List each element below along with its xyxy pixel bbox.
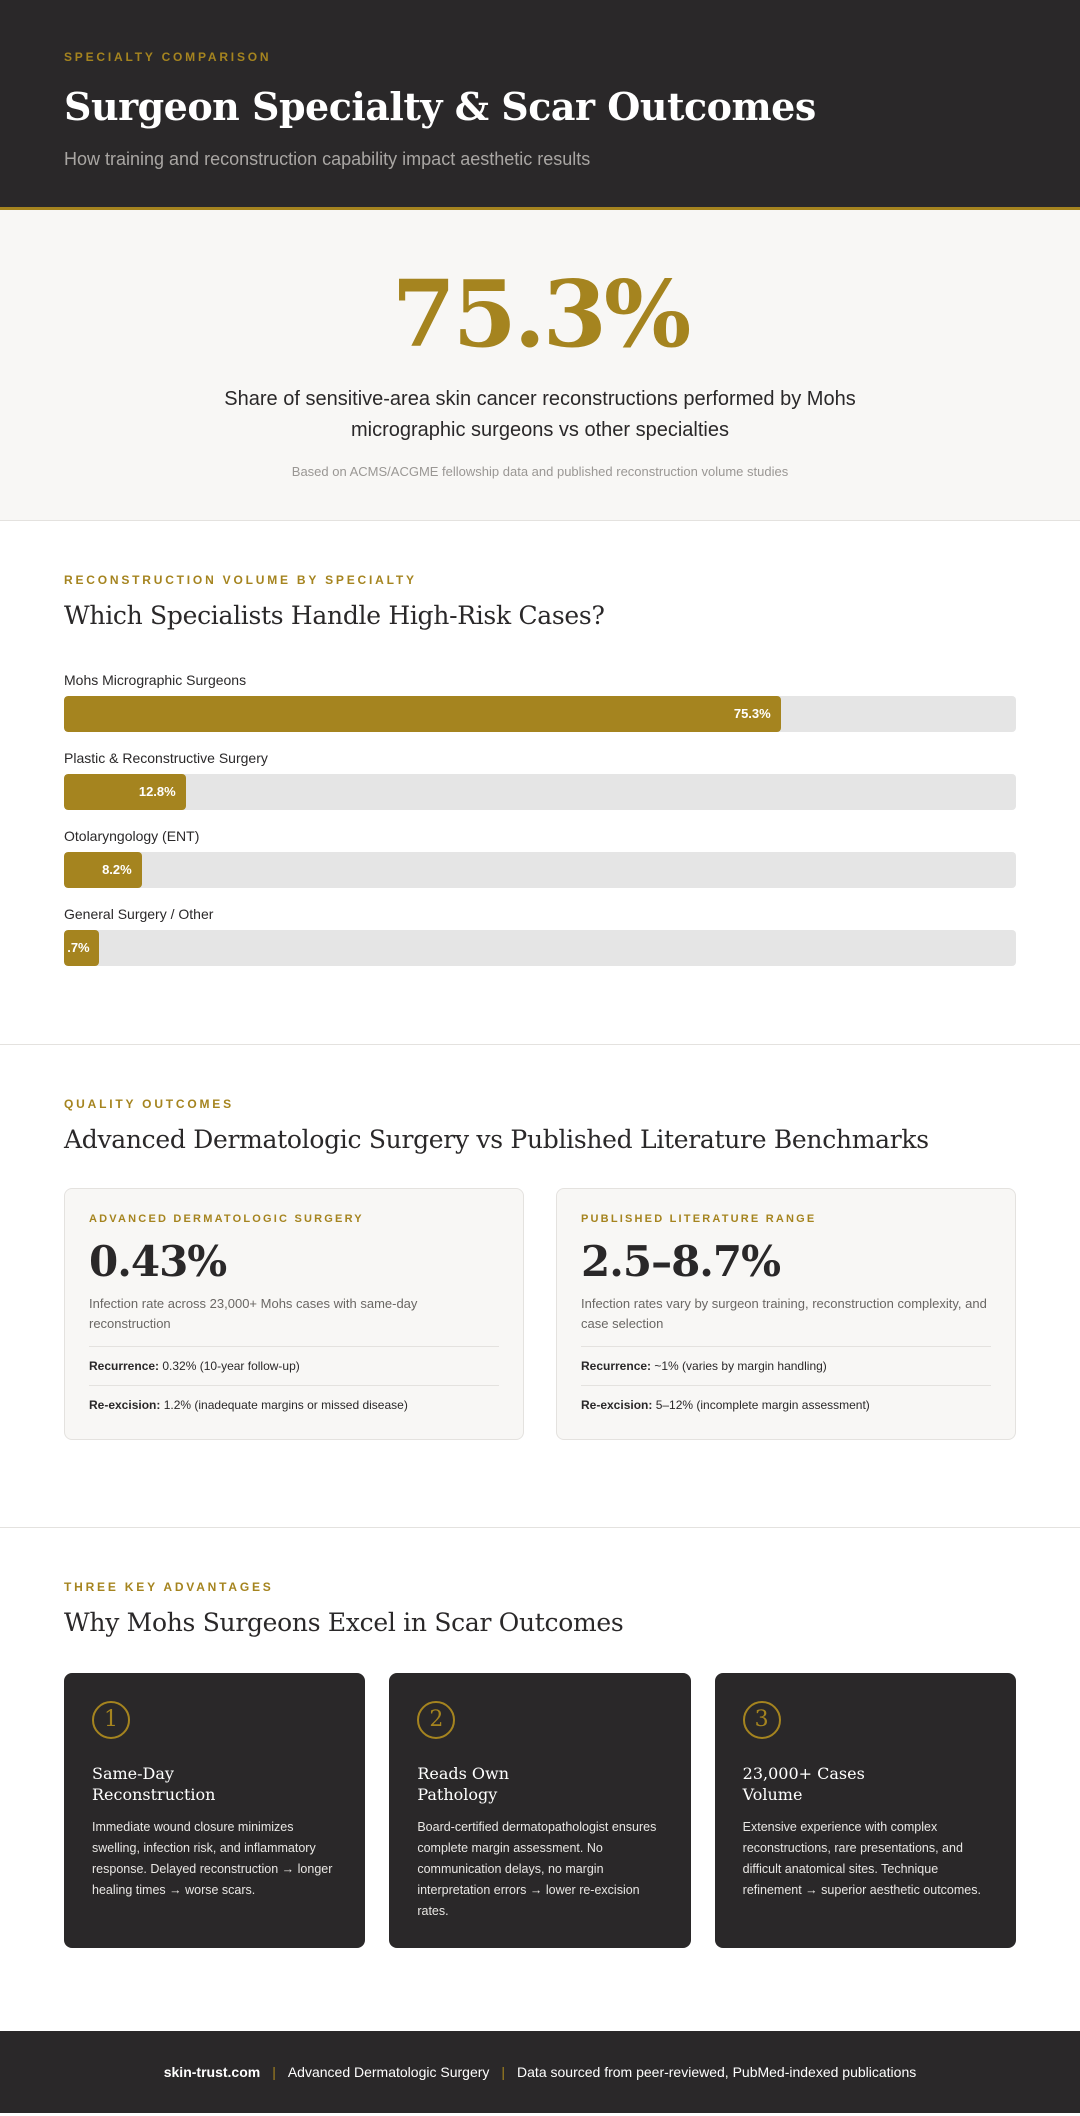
bar-row <box>64 904 1016 966</box>
quality-card-practice <box>64 1188 524 1440</box>
quality-card-eyebrow: ADVANCED DERMATOLOGIC SURGERY <box>89 1213 364 1225</box>
advantage-card <box>64 1673 365 1948</box>
advantage-card <box>389 1673 690 1948</box>
advantage-title: 23,000+ Cases Volume <box>742 1764 865 1804</box>
advantages-title: Why Mohs Surgeons Excel in Scar Outcomes <box>64 1608 624 1637</box>
quality-line-text: ~1% (varies by margin handling) <box>651 1359 827 1373</box>
bar-row <box>64 748 1016 810</box>
footer-practice: Advanced Dermatologic Surgery <box>287 2064 490 2080</box>
quality-card-value: 2.5–8.7% <box>581 1237 781 1286</box>
bar-track <box>64 930 1016 966</box>
hero-stat-description: Share of sensitive-area skin cancer reconstructions performed by Mohs micrographic surgeons vs other specialties <box>224 388 856 441</box>
bar-category-label: General Surgery / Other <box>64 906 214 922</box>
bar-category-label: Mohs Micrographic Surgeons <box>64 672 247 688</box>
quality-card-line <box>89 1385 499 1424</box>
volume-eyebrow: RECONSTRUCTION VOLUME BY SPECIALTY <box>64 573 417 587</box>
quality-card-value: 0.43% <box>89 1237 227 1286</box>
advantage-text: Board-certified dermatopathologist ensures complete margin assessment. No communication delays, no margin interpretation errors → lower re-excision rates. <box>417 1820 657 1918</box>
advantages-section <box>0 1528 1080 2031</box>
quality-card-eyebrow: PUBLISHED LITERATURE RANGE <box>581 1213 817 1225</box>
bar-category-label: Plastic & Reconstructive Surgery <box>64 750 268 766</box>
bar-category-label: Otolaryngology (ENT) <box>64 828 200 844</box>
bar-value-label: 75.3% <box>733 706 771 721</box>
quality-title: Advanced Dermatologic Surgery vs Published Literature Benchmarks <box>64 1125 929 1154</box>
quality-line-label: Re-excision: <box>89 1398 161 1412</box>
number-circle-icon: 2 <box>417 1701 455 1739</box>
hero-stat-section <box>0 210 1080 521</box>
volume-title: Which Specialists Handle High-Risk Cases? <box>64 601 605 630</box>
advantage-title: Reads Own Pathology <box>417 1764 510 1804</box>
bar-row <box>64 670 1016 732</box>
header-eyebrow: SPECIALTY COMPARISON <box>64 50 272 64</box>
footer-separator: | <box>501 2064 506 2080</box>
bar-value-label: .7% <box>67 940 90 955</box>
bar-value-label: 12.8% <box>138 784 176 799</box>
bar-track <box>64 774 1016 810</box>
bar-track <box>64 852 1016 888</box>
quality-line-text: 5–12% (incomplete margin assessment) <box>652 1398 870 1412</box>
hero-stat-note: Based on ACMS/ACGME fellowship data and published reconstruction volume studies <box>291 464 789 479</box>
page-footer <box>0 2031 1080 2113</box>
quality-line-text: 1.2% (inadequate margins or missed disease) <box>160 1398 408 1412</box>
volume-bar-chart <box>64 670 1016 966</box>
advantages-eyebrow: THREE KEY ADVANTAGES <box>64 1580 274 1594</box>
page-subtitle: How training and reconstruction capability impact aesthetic results <box>64 149 591 169</box>
advantage-text: Immediate wound closure minimizes swelling, infection risk, and inflammatory response. Delayed reconstruction → longer healing times → worse scars. <box>92 1820 333 1897</box>
quality-card-line <box>89 1347 499 1385</box>
hero-stat-value: 75.3% <box>391 260 689 368</box>
quality-line-label: Recurrence: <box>89 1359 160 1373</box>
bar-fill <box>64 696 781 732</box>
quality-line-text: 0.32% (10-year follow-up) <box>159 1359 300 1373</box>
number-circle-icon: 1 <box>92 1701 130 1739</box>
quality-line-label: Re-excision: <box>581 1398 653 1412</box>
quality-card-line <box>581 1385 991 1424</box>
footer-separator: | <box>272 2064 276 2080</box>
quality-line-label: Recurrence: <box>581 1359 652 1373</box>
quality-section <box>0 1045 1080 1528</box>
quality-card-line <box>581 1347 991 1385</box>
advantage-text: Extensive experience with complex reconstructions, rare presentations, and difficult anatomical sites. Technique refinement → superior aesthetic outcomes. <box>742 1820 981 1897</box>
footer-brand-link[interactable]: skin-trust.com <box>163 2064 261 2080</box>
quality-eyebrow: QUALITY OUTCOMES <box>64 1097 234 1111</box>
number-circle-icon: 3 <box>743 1701 781 1739</box>
bar-track <box>64 696 1016 732</box>
advantage-card <box>715 1673 1016 1948</box>
page-title: Surgeon Specialty & Scar Outcomes <box>64 84 816 129</box>
volume-section <box>0 521 1080 1045</box>
quality-card-description: Infection rates vary by surgeon training, reconstruction complexity, and case selection <box>581 1294 991 1347</box>
quality-card-literature <box>556 1188 1016 1440</box>
advantage-title: Same-Day Reconstruction <box>92 1764 216 1804</box>
bar-value-label: 8.2% <box>102 862 132 877</box>
quality-card-description: Infection rate across 23,000+ Mohs cases with same-day reconstruction <box>89 1294 499 1347</box>
page-header <box>0 0 1080 210</box>
bar-row <box>64 826 1016 888</box>
footer-source: Data sourced from peer-reviewed, PubMed-indexed publications <box>517 2064 917 2080</box>
